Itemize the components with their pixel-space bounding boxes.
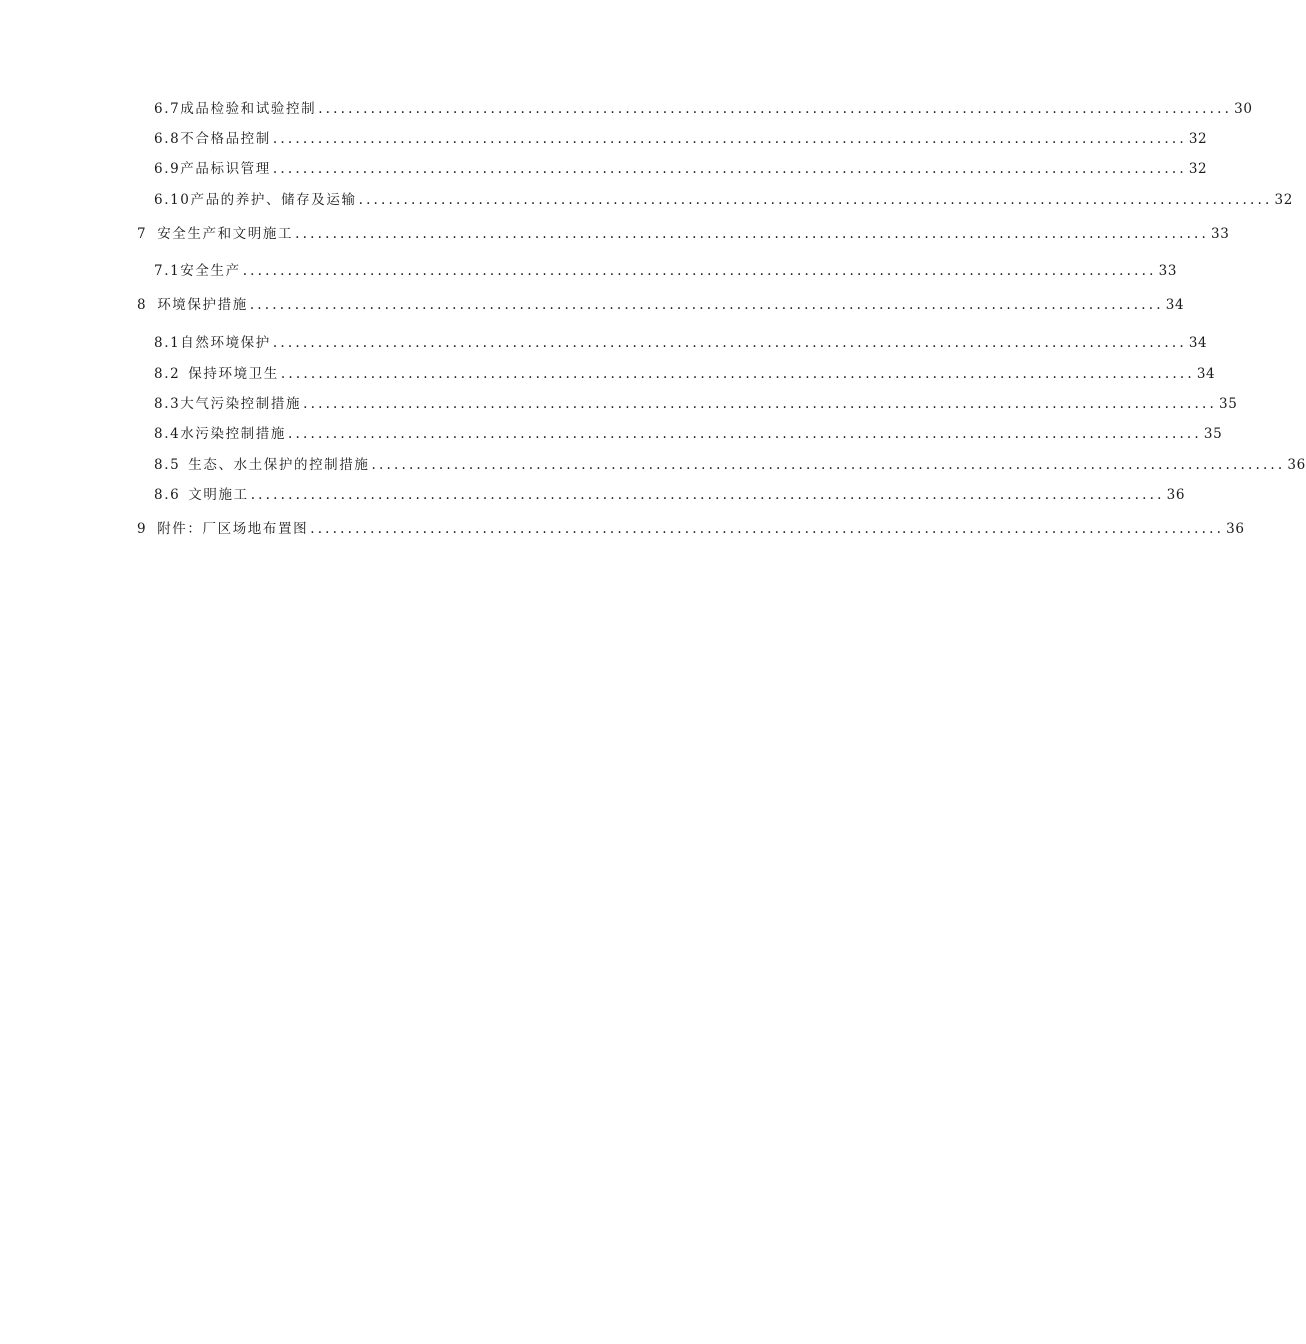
toc-entry-page: 32 (1188, 161, 1208, 177)
toc-entry-8[interactable] (0, 295, 1185, 315)
toc-entry-title: 安全生产 (180, 263, 241, 279)
toc-entry-number: 6.10 (154, 192, 191, 208)
toc-entry-title: 自然环境保护 (180, 335, 271, 351)
dot-leader: .......................................................................................................................... (250, 487, 1165, 503)
dot-leader: .......................................................................................................................... (303, 396, 1218, 412)
toc-entry-8-2[interactable] (0, 364, 1216, 384)
toc-entry-7-1[interactable] (0, 261, 1178, 281)
toc-entry-title: 安全生产和文明施工 (157, 226, 294, 242)
toc-entry-page: 34 (1165, 297, 1185, 313)
dot-leader: .......................................................................................................................... (371, 457, 1286, 473)
toc-entry-title: 水污染控制措施 (180, 426, 286, 442)
dot-leader: .......................................................................................................................... (310, 521, 1225, 537)
toc-entry-page: 36 (1166, 487, 1186, 503)
toc-entry-page: 36 (1226, 521, 1245, 537)
toc-entry-title: 不合格品控制 (180, 131, 271, 147)
dot-leader: .......................................................................................................................... (249, 297, 1164, 313)
toc-entry-title: 产品标识管理 (180, 161, 271, 177)
toc-entry-title: 生态、水土保护的控制措施 (188, 457, 370, 473)
toc-entry-page: 32 (1188, 131, 1208, 147)
toc-entry-title: 附件：厂区场地布置图 (157, 521, 309, 537)
toc-entry-page: 32 (1274, 192, 1293, 208)
toc-entry-page: 35 (1219, 396, 1238, 412)
toc-entry-9[interactable] (0, 519, 1245, 539)
toc-entry-page: 34 (1196, 366, 1216, 382)
dot-leader: .......................................................................................................................... (295, 226, 1210, 242)
toc-entry-number: 8.4 (154, 426, 181, 442)
toc-entry-page: 30 (1234, 101, 1253, 117)
toc-entry-number: 8.2 (154, 366, 181, 382)
toc-entry-page: 33 (1211, 226, 1230, 242)
toc-entry-number: 8.5 (154, 457, 181, 473)
toc-entry-number: 8.3 (154, 396, 181, 412)
toc-entry-page: 35 (1203, 426, 1223, 442)
toc-entry-6-7[interactable] (0, 99, 1253, 119)
toc-entry-8-1[interactable] (0, 333, 1208, 353)
toc-entry-8-6[interactable] (0, 485, 1186, 505)
toc-entry-6-10[interactable] (0, 190, 1293, 210)
toc-entry-number: 8.6 (154, 487, 181, 503)
toc-entry-number: 6.9 (154, 161, 181, 177)
dot-leader: .......................................................................................................................... (358, 192, 1273, 208)
dot-leader: .......................................................................................................................... (272, 335, 1187, 351)
toc-entry-number: 6.7 (154, 101, 181, 117)
toc-entry-number: 7.1 (154, 263, 181, 279)
toc-entry-title: 产品的养护、储存及运输 (190, 192, 357, 208)
dot-leader: .......................................................................................................................... (242, 263, 1157, 279)
toc-entry-number: 7 (137, 226, 148, 242)
dot-leader: .......................................................................................................................... (272, 161, 1187, 177)
toc-entry-page: 34 (1188, 335, 1208, 351)
toc-entry-8-5[interactable] (0, 455, 1306, 475)
dot-leader: .......................................................................................................................... (318, 101, 1233, 117)
toc-entry-6-9[interactable] (0, 159, 1208, 179)
toc-entry-title: 保持环境卫生 (188, 366, 279, 382)
toc-entry-8-4[interactable] (0, 424, 1223, 444)
toc-entry-title: 大气污染控制措施 (180, 396, 302, 412)
toc-entry-number: 6.8 (154, 131, 181, 147)
toc-entry-8-3[interactable] (0, 394, 1238, 414)
toc-entry-title: 成品检验和试验控制 (180, 101, 317, 117)
toc-entry-number: 9 (137, 521, 148, 537)
dot-leader: .......................................................................................................................... (287, 426, 1202, 442)
toc-entry-page: 33 (1158, 263, 1178, 279)
toc-entry-page: 36 (1287, 457, 1306, 473)
toc-entry-title: 环境保护措施 (157, 297, 248, 313)
toc-entry-number: 8.1 (154, 335, 181, 351)
dot-leader: .......................................................................................................................... (272, 131, 1187, 147)
toc-entry-7[interactable] (0, 224, 1230, 244)
toc-entry-6-8[interactable] (0, 129, 1208, 149)
dot-leader: .......................................................................................................................... (280, 366, 1195, 382)
toc-entry-number: 8 (137, 297, 148, 313)
toc-entry-title: 文明施工 (188, 487, 249, 503)
